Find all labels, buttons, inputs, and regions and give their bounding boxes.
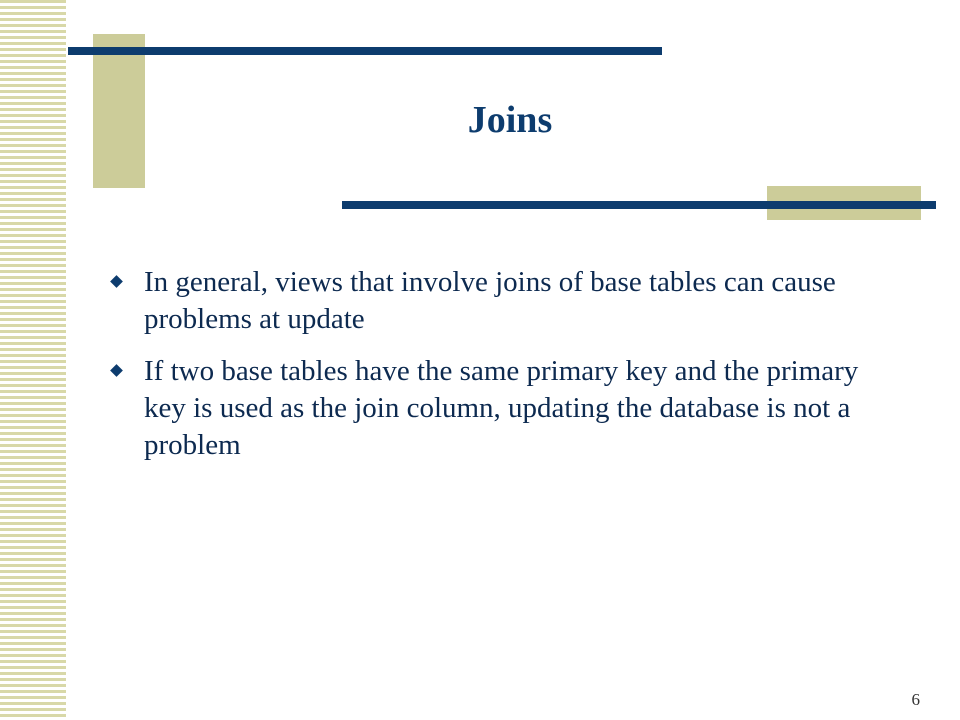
bullet-item: [104, 264, 884, 338]
bullet-item: [104, 353, 884, 464]
decorative-tan-block-left: [93, 34, 145, 188]
bullet-text: In general, views that involve joins of base tables can cause problems at update: [144, 266, 836, 335]
left-stripe-decoration: [0, 0, 68, 720]
page-number: 6: [911, 690, 920, 709]
diamond-bullet-icon: [110, 275, 123, 288]
decorative-navy-line-top: [68, 47, 662, 55]
diamond-bullet-icon: [110, 364, 123, 377]
bullet-text: If two base tables have the same primary key and the primary key is used as the join column, updating the database is not a problem: [144, 355, 859, 461]
slide-title: Joins: [467, 99, 553, 141]
bullet-list: [104, 264, 884, 479]
decorative-navy-line-bottom: [342, 201, 936, 209]
